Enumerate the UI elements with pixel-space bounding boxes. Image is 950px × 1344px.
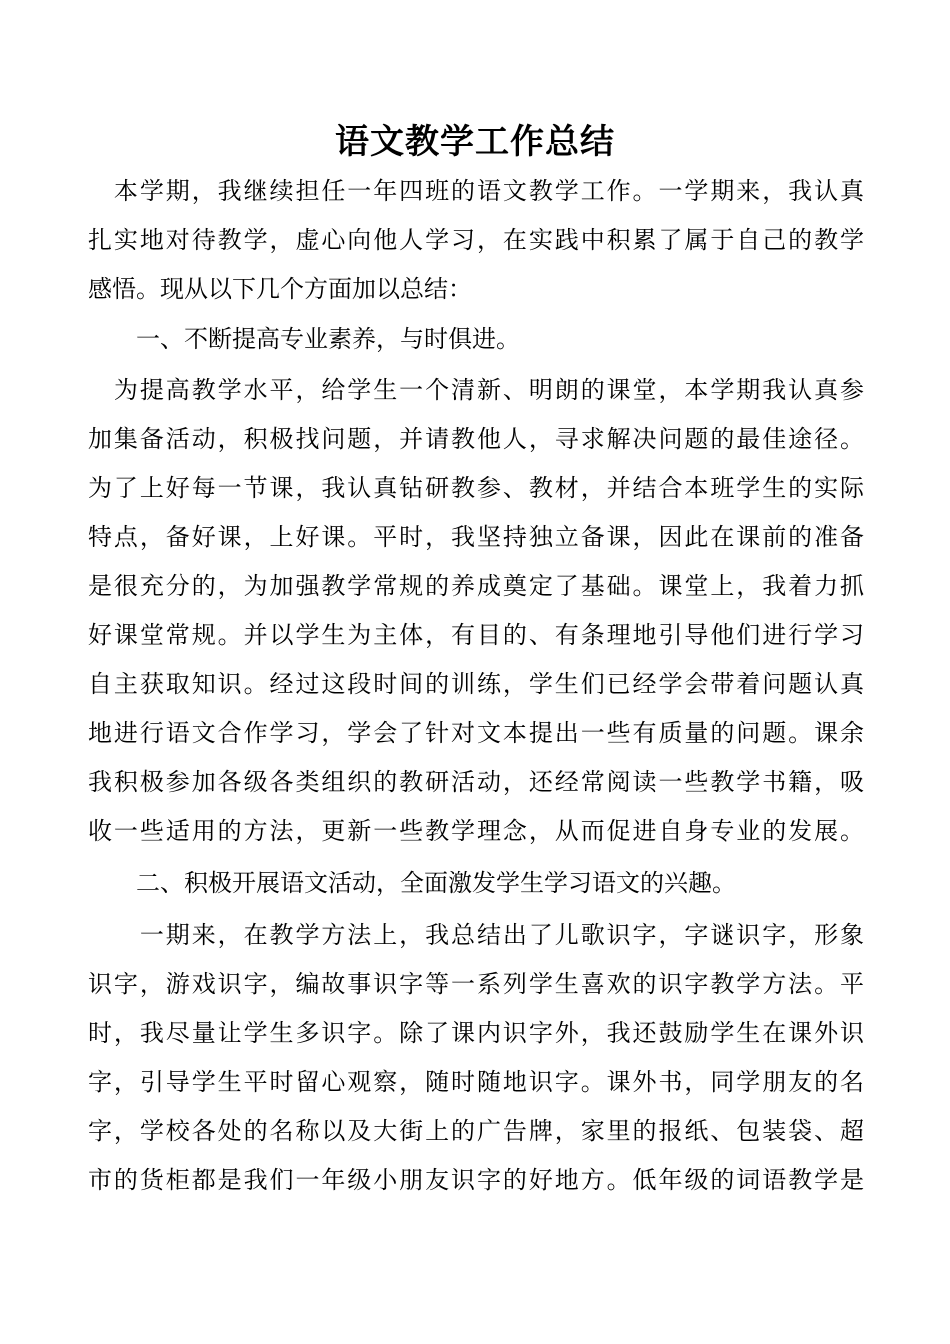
- document-title: 语文教学工作总结: [335, 122, 615, 162]
- paragraph-line: 自主获取知识。经过这段时间的训练，学生们已经学会带着问题认真: [88, 670, 864, 698]
- paragraph-line: 扎实地对待教学，虚心向他人学习，在实践中积累了属于自己的教学: [88, 226, 864, 254]
- section-heading: 一、不断提高专业素养，与时俱进。: [88, 325, 520, 353]
- paragraph-line: 为提高教学水平，给学生一个清新、明朗的课堂，本学期我认真参: [88, 376, 864, 404]
- paragraph-line: 为了上好每一节课，我认真钻研教参、教材，并结合本班学生的实际: [88, 474, 864, 502]
- paragraph-line: 时，我尽量让学生多识字。除了课内识字外，我还鼓励学生在课外识: [88, 1019, 864, 1047]
- paragraph-line: 特点，备好课，上好课。平时，我坚持独立备课，因此在课前的准备: [88, 523, 864, 551]
- paragraph-line: 地进行语文合作学习，学会了针对文本提出一些有质量的问题。课余: [88, 719, 864, 747]
- paragraph-line: 收一些适用的方法，更新一些教学理念，从而促进自身专业的发展。: [88, 817, 864, 845]
- section-heading: 二、积极开展语文活动，全面激发学生学习语文的兴趣。: [88, 869, 736, 897]
- paragraph-line: 市的货柜都是我们一年级小朋友识字的好地方。低年级的词语教学是: [88, 1166, 864, 1194]
- paragraph-line: 是很充分的，为加强教学常规的养成奠定了基础。课堂上，我着力抓: [88, 572, 864, 600]
- paragraph-line: 好课堂常规。并以学生为主体，有目的、有条理地引导他们进行学习: [88, 621, 864, 649]
- paragraph-line: 感悟。现从以下几个方面加以总结：: [88, 275, 472, 303]
- paragraph-line: 字，引导学生平时留心观察，随时随地识字。课外书，同学朋友的名: [88, 1068, 864, 1096]
- paragraph-line: 一期来，在教学方法上，我总结出了儿歌识字，字谜识字，形象: [88, 921, 864, 949]
- paragraph-line: 识字，游戏识字，编故事识字等一系列学生喜欢的识字教学方法。平: [88, 970, 864, 998]
- paragraph-line: 加集备活动，积极找问题，并请教他人，寻求解决问题的最佳途径。: [88, 425, 864, 453]
- paragraph-line: 本学期，我继续担任一年四班的语文教学工作。一学期来，我认真: [88, 177, 864, 205]
- paragraph-line: 我积极参加各级各类组织的教研活动，还经常阅读一些教学书籍，吸: [88, 768, 864, 796]
- paragraph-line: 字，学校各处的名称以及大街上的广告牌，家里的报纸、包装袋、超: [88, 1117, 864, 1145]
